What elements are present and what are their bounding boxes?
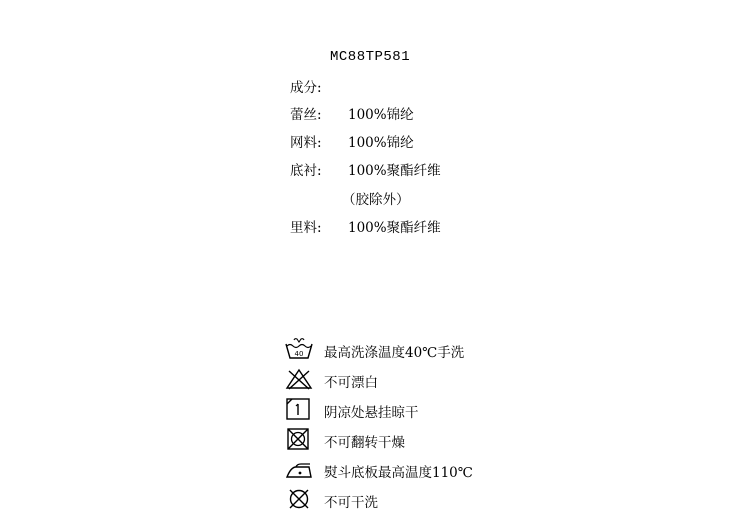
composition-part-value: 100%聚酯纤维 xyxy=(348,220,441,236)
line-dry-shade-icon xyxy=(284,397,314,421)
do-not-dry-clean-icon xyxy=(284,487,314,511)
care-text: 阴凉处悬挂晾干 xyxy=(324,405,419,421)
product-code: MC88TP581 xyxy=(330,49,411,65)
composition-part-label: 底衬: xyxy=(290,163,322,179)
composition-note: （胶除外） xyxy=(342,192,410,208)
composition-part-label: 网料: xyxy=(290,135,322,151)
care-text: 不可漂白 xyxy=(324,375,378,391)
composition-part-label: 里料: xyxy=(290,220,322,236)
composition-title: 成分: xyxy=(290,80,322,96)
care-text: 熨斗底板最高温度110℃ xyxy=(324,465,473,481)
do-not-tumble-dry-icon xyxy=(284,427,314,451)
composition-part-value: 100%锦纶 xyxy=(348,135,414,151)
care-text: 不可翻转干燥 xyxy=(324,435,405,451)
composition-part-value: 100%聚酯纤维 xyxy=(348,163,441,179)
composition-part-label: 蕾丝: xyxy=(290,107,322,123)
hand-wash-temp: 40 xyxy=(294,350,304,358)
do-not-bleach-icon xyxy=(284,367,314,391)
iron-low-icon xyxy=(284,457,314,481)
care-text: 最高洗涤温度40℃手洗 xyxy=(324,345,465,361)
hand-wash-40-icon xyxy=(284,337,314,361)
care-text: 不可干洗 xyxy=(324,495,378,511)
composition-part-value: 100%锦纶 xyxy=(348,107,414,123)
